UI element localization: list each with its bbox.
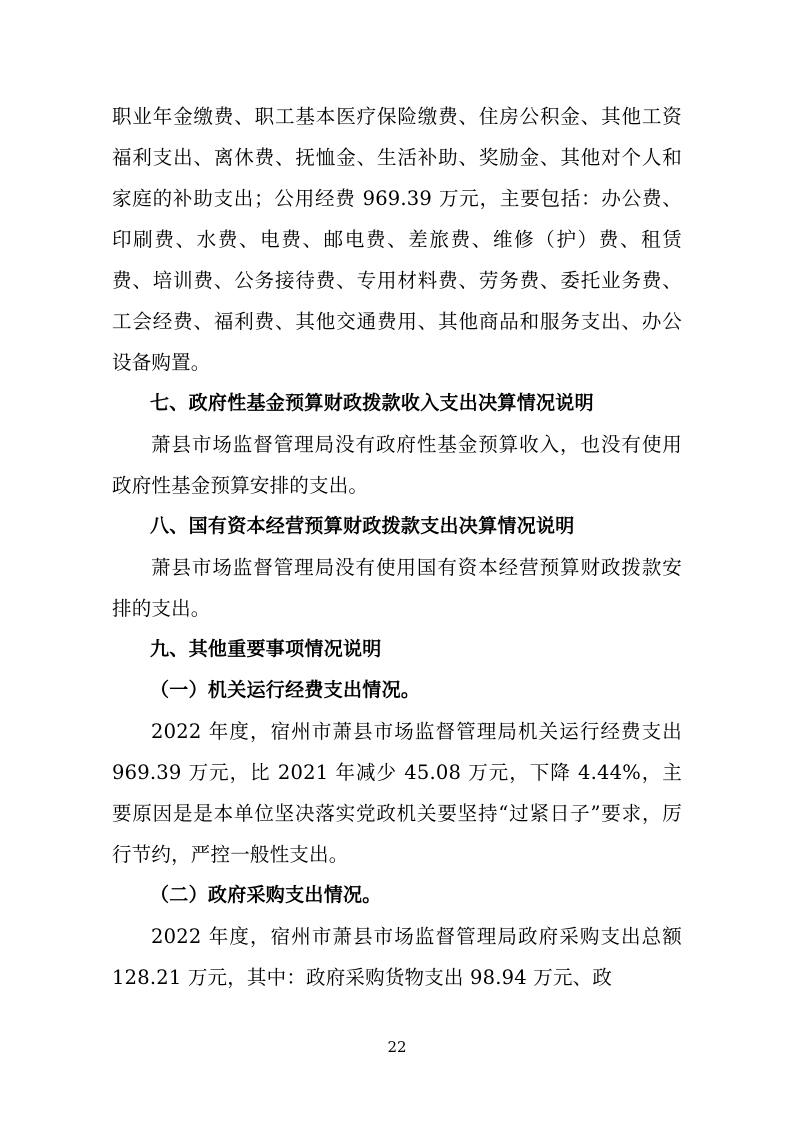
heading-section-eight: 八、国有资本经营预算财政拨款支出决算情况说明: [150, 515, 575, 537]
paragraph-item-one-body: 2022 年度，宿州市萧县市场监督管理局机关运行经费支出 969.39 万元，比 2021 年减少 45.08 万元，下降 4.44%，主要原因是是本单位坚决落实党政机关要坚持“过紧日子”要求，厉行节约，严控一般性支出。: [112, 720, 682, 866]
paragraph-section-seven-body: 萧县市场监督管理局没有政府性基金预算收入，也没有使用政府性基金预算安排的支出。: [112, 433, 682, 497]
paragraph-item-two-body: 2022 年度，宿州市萧县市场监督管理局政府采购支出总额 128.21 万元，其中：政府采购货物支出 98.94 万元、政: [112, 925, 682, 989]
heading-section-seven: 七、政府性基金预算财政拨款收入支出决算情况说明: [150, 392, 594, 414]
subheading-item-one: （一）机关运行经费支出情况。: [150, 679, 421, 701]
document-body: [112, 96, 682, 998]
paragraph-section-eight-body: 萧县市场监督管理局没有使用国有资本经营预算财政拨款安排的支出。: [112, 556, 682, 620]
paragraph-expenditure-details: 职业年金缴费、职工基本医疗保险缴费、住房公积金、其他工资福利支出、离休费、抚恤金、生活补助、奖励金、其他对个人和家庭的补助支出；公用经费 969.39 万元，主要包括：办公费、印刷费、水费、电费、邮电费、差旅费、维修（护）费、租赁费、培训费、公务接待费、专用材料费、劳务费、委托业务费、工会经费、福利费、其他交通费用、其他商品和服务支出、办公设备购置。: [112, 105, 682, 374]
heading-section-nine: 九、其他重要事项情况说明: [150, 638, 382, 660]
page-number: 22: [387, 1038, 407, 1056]
subheading-item-two: （二）政府采购支出情况。: [150, 884, 382, 906]
